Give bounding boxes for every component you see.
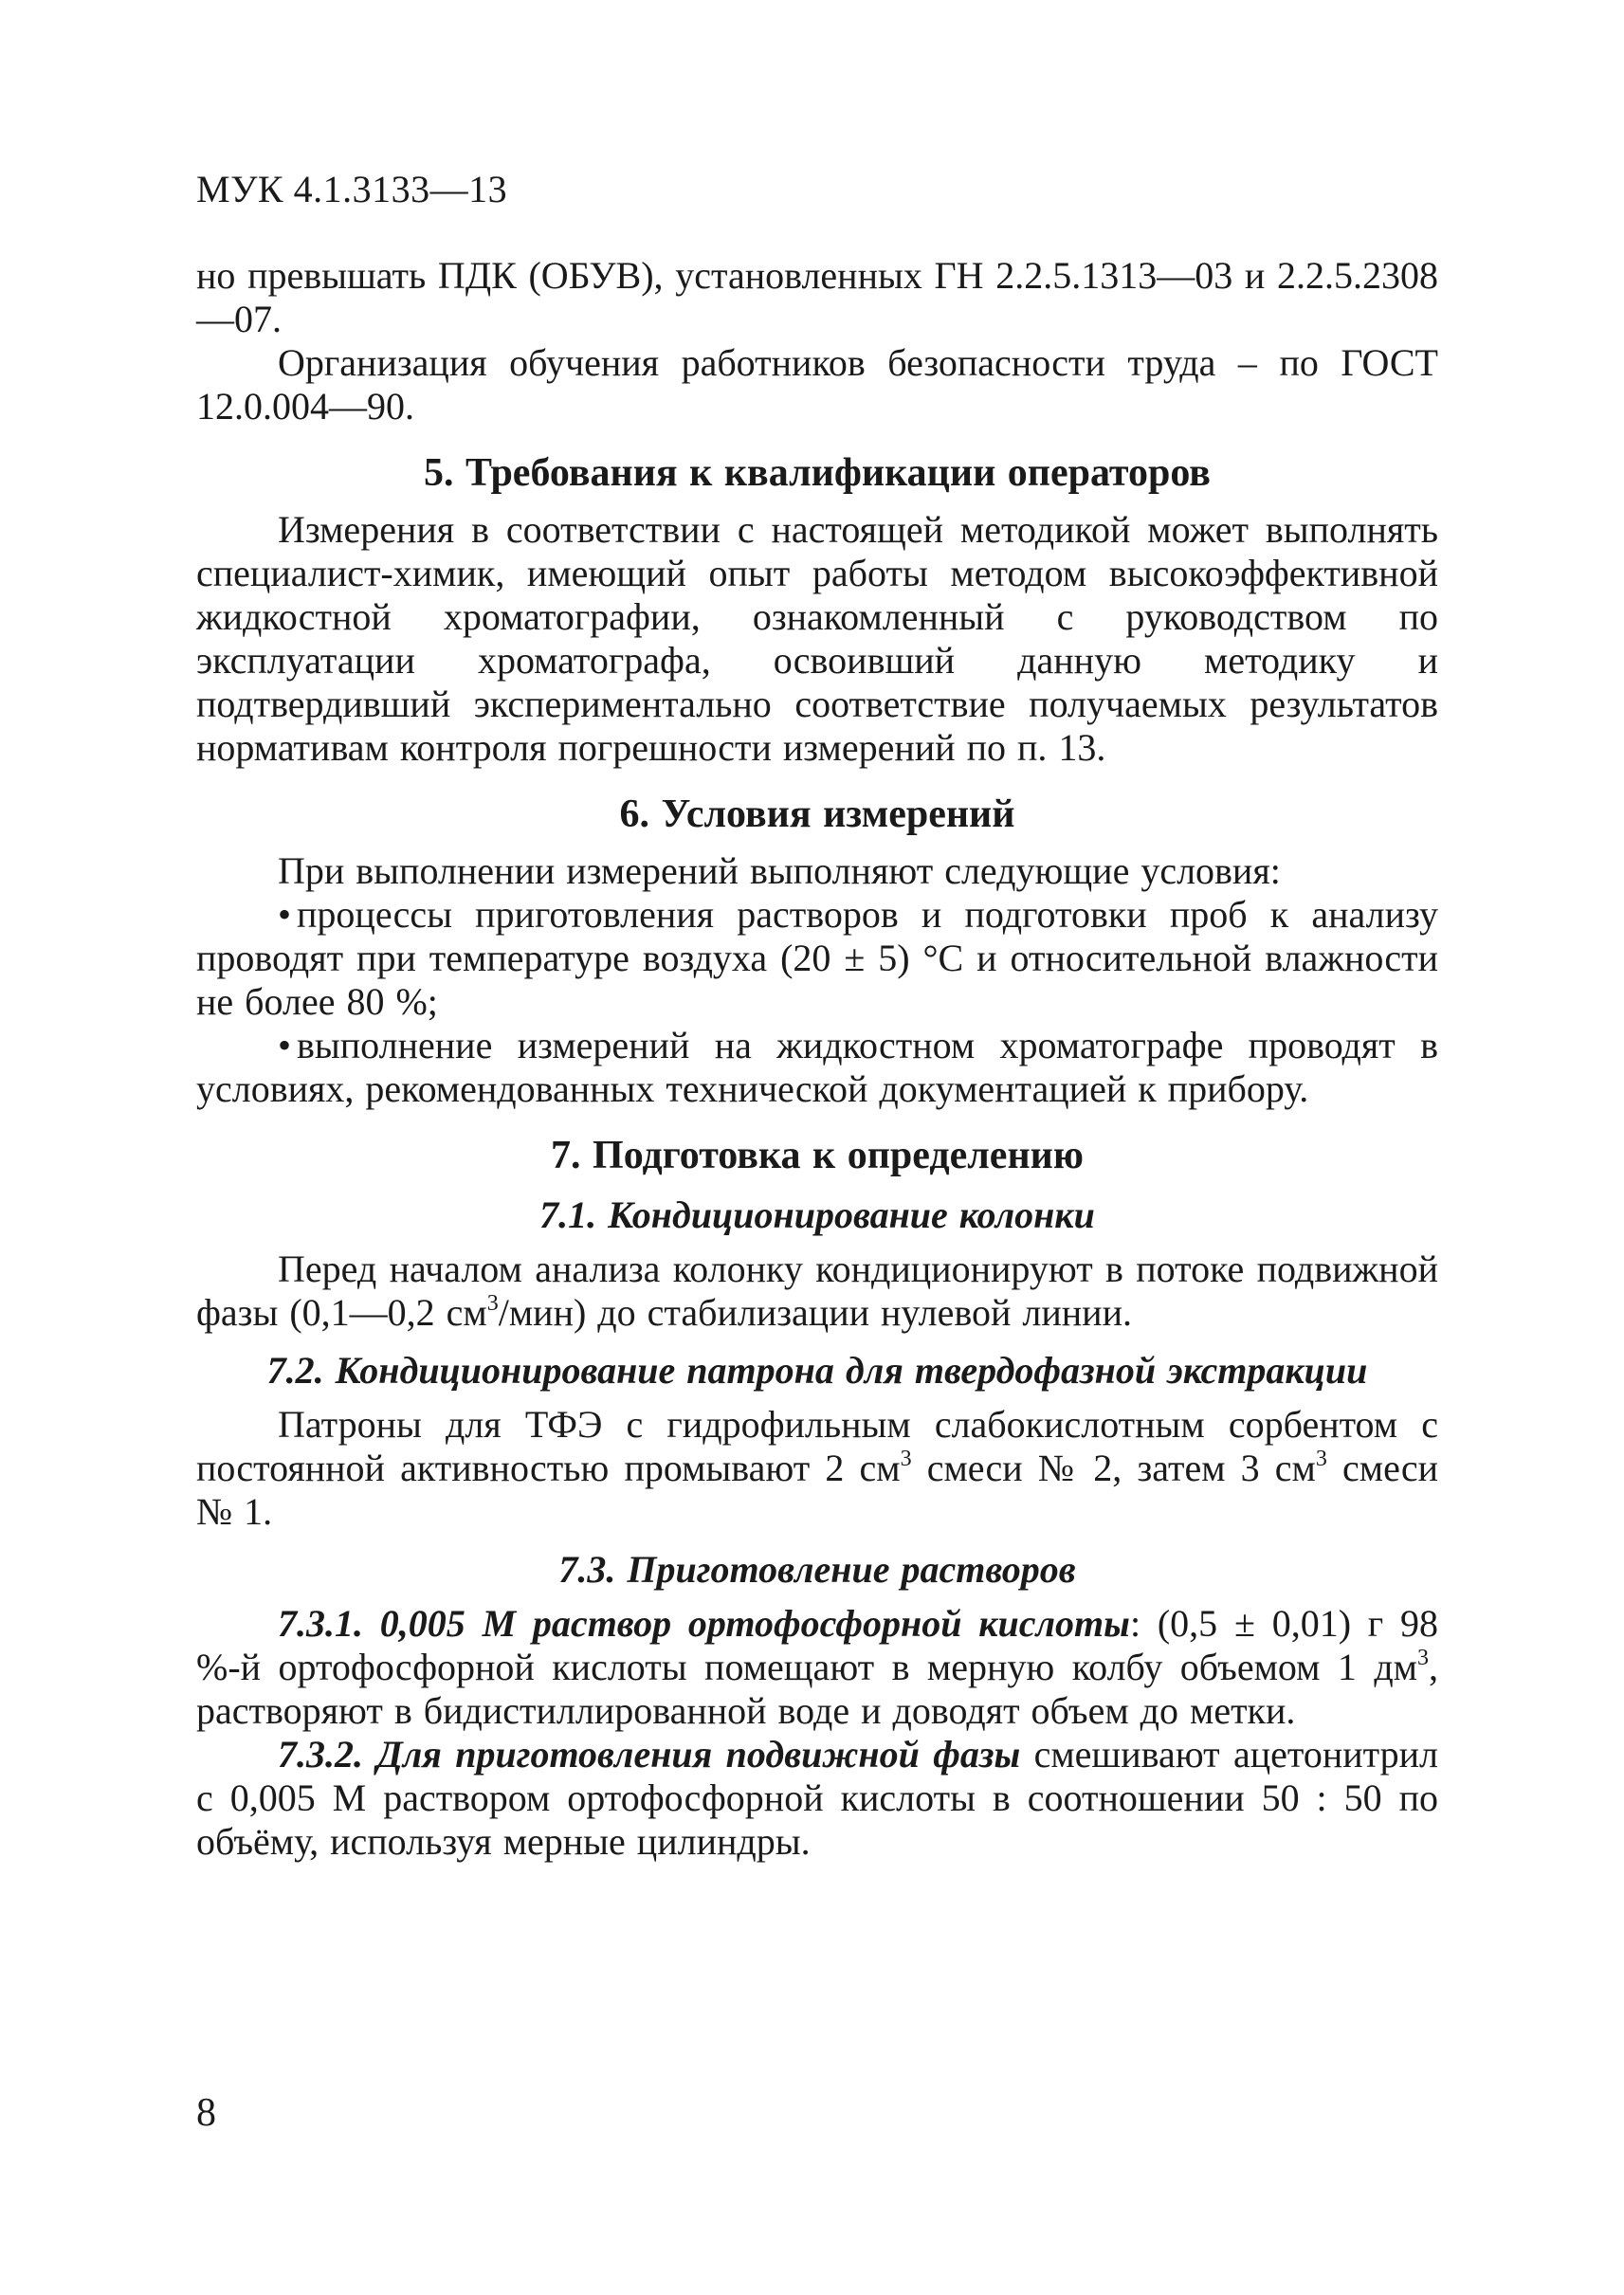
- text-fragment: /мин) до стабилизации нулевой линии.: [498, 1291, 1132, 1334]
- subsection-7-2-text: [196, 1403, 1438, 1534]
- page-number: 8: [196, 2091, 216, 2135]
- item-7-3-1: [196, 1602, 1438, 1733]
- superscript: 3: [486, 1291, 499, 1316]
- superscript: 3: [1417, 1646, 1429, 1670]
- subsection-7-2-heading: 7.2. Кондиционирование патрона для твердофазной экстракции: [266, 1349, 1368, 1392]
- bullet-1-text: процессы приготовления растворов и подготовки проб к анализу проводят при температуре воздуха (20 ± 5) °С и относительной влажности не более 80 %;: [196, 893, 1438, 1023]
- bullet-icon: •: [278, 1024, 292, 1066]
- text-fragment: Патроны для ТФЭ с гидрофильным слабокислотным сорбентом с постоянной активностью промывают 2 см: [196, 1403, 1438, 1489]
- text-fragment: Перед началом анализа колонку кондиционируют в потоке подвижной фазы (0,1—0,2 см: [196, 1248, 1438, 1334]
- item-7-3-2: [196, 1733, 1438, 1864]
- section-6-bullet-1: [196, 893, 1438, 1024]
- text-fragment: смеси № 1.: [196, 1447, 1438, 1533]
- bullet-2-text: выполнение измерений на жидкостном хроматографе проводят в условиях, рекомендованных технической документацией к прибору.: [196, 1024, 1438, 1110]
- superscript: 3: [900, 1447, 912, 1471]
- page-content: [196, 254, 1438, 1864]
- paragraph-continuation: но превышать ПДК (ОБУВ), установленных ГН 2.2.5.1313—03 и 2.2.5.2308—07.: [196, 254, 1438, 340]
- section-5-heading: 5. Требования к квалификации операторов: [424, 451, 1211, 495]
- section-6-bullet-2: [196, 1024, 1438, 1111]
- bullet-icon: •: [278, 893, 292, 936]
- text-fragment: : (0,5 ± 0,01) г 98 %-й ортофосфорной кислоты помещают в мерную колбу объемом 1 дм: [196, 1602, 1438, 1688]
- text-fragment: смеси № 2, затем 3 см: [911, 1447, 1316, 1489]
- item-7-3-1-label: 7.3.1. 0,005 М раствор ортофосфорной кислоты: [278, 1602, 1130, 1645]
- superscript: 3: [1315, 1447, 1327, 1471]
- running-head: МУК 4.1.3133—13: [196, 168, 508, 210]
- section-6-heading: 6. Условия измерений: [619, 792, 1015, 836]
- subsection-7-1-heading: 7.1. Кондиционирование колонки: [539, 1193, 1095, 1236]
- section-5-text: Измерения в соответствии с настоящей методикой может выполнять специалист-химик, имеющий опыт работы методом высокоэффективной жидкостной хроматографии, ознакомленный с руководством по эксплуатации хроматографа, освоивший данную методику и подтвердивший экспериментально соответствие получаемых результатов нормативам контроля погрешности измерений по п. 13.: [196, 508, 1438, 769]
- section-6-intro: При выполнении измерений выполняют следующие условия:: [278, 849, 1281, 892]
- text-fragment: смешивают ацетонитрил с 0,005 М раствором ортофосфорной кислоты в соотношении 50 : 50 по объёму, используя мерные цилиндры.: [196, 1733, 1438, 1863]
- section-7-heading: 7. Подготовка к определению: [551, 1134, 1084, 1177]
- text-fragment: , растворяют в бидистиллированной воде и доводят объем до метки.: [196, 1646, 1438, 1732]
- item-7-3-2-label: 7.3.2. Для приготовления подвижной фазы: [278, 1733, 1021, 1776]
- paragraph-safety-training: Организация обучения работников безопасности труда – по ГОСТ 12.0.004—90.: [196, 341, 1438, 428]
- subsection-7-1-text: [196, 1248, 1438, 1335]
- subsection-7-3-heading: 7.3. Приготовление растворов: [558, 1548, 1076, 1591]
